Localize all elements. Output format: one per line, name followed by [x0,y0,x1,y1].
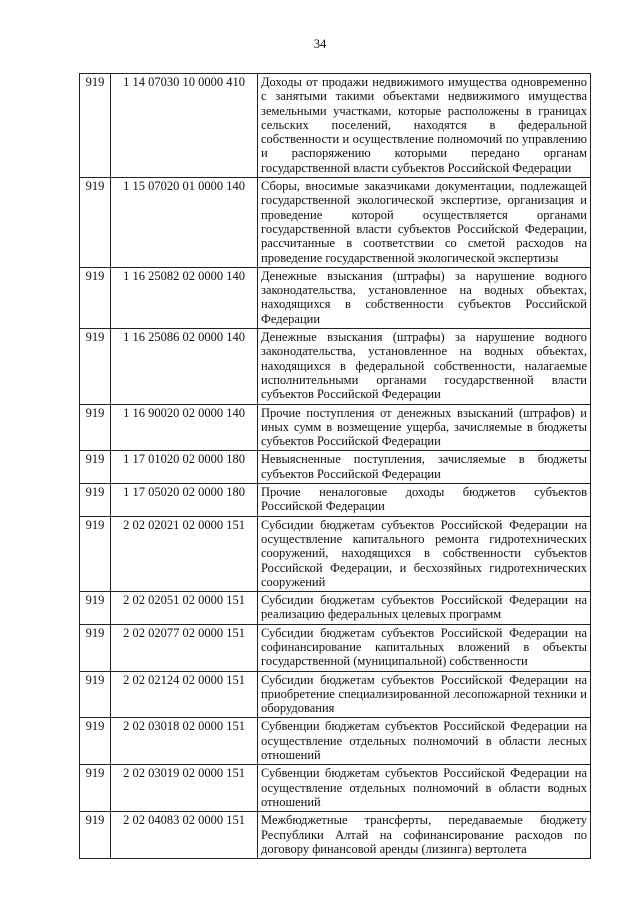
table-row [80,178,591,268]
administrator-code-cell: 919 [80,451,111,484]
revenue-name-cell: Денежные взыскания (штрафы) за нарушение водного законодательства, установленное на водных объектах, находящихся в собственности субъектов Российской Федерации [258,267,591,328]
budget-code-cell: 2 02 02077 02 0000 151 [111,624,258,671]
revenue-name-cell: Субсидии бюджетам субъектов Российской Федерации на реализацию федеральных целевых программ [258,592,591,625]
revenue-name-cell: Прочие неналоговые доходы бюджетов субъектов Российской Федерации [258,484,591,517]
revenue-name-cell: Невыясненные поступления, зачисляемые в бюджеты субъектов Российской Федерации [258,451,591,484]
administrator-code-cell: 919 [80,624,111,671]
administrator-code-cell: 919 [80,267,111,328]
administrator-code-cell: 919 [80,178,111,268]
table-row [80,765,591,812]
budget-code-cell: 1 16 90020 02 0000 140 [111,404,258,451]
administrator-code-cell: 919 [80,812,111,859]
administrator-code-cell: 919 [80,718,111,765]
revenue-name-cell: Прочие поступления от денежных взысканий (штрафов) и иных сумм в возмещение ущерба, зачисляемые в бюджеты субъектов Российской Федерации [258,404,591,451]
revenue-name-cell: Денежные взыскания (штрафы) за нарушение водного законодательства, установленное на водных объектах, находящихся в федеральной собственности, налагаемые исполнительными органами государственной власти субъектов Российской Федерации [258,329,591,404]
budget-code-cell: 1 17 01020 02 0000 180 [111,451,258,484]
revenue-name-cell: Субсидии бюджетам субъектов Российской Федерации на софинансирование капитальных вложений в объекты государственной (муниципальной) собственности [258,624,591,671]
table-row [80,812,591,859]
revenue-name-cell: Субсидии бюджетам субъектов Российской Федерации на осуществление капитального ремонта гидротехнических сооружений, находящихся в собственности субъектов Российской Федерации, и бесхозяйных гидротехнических сооружений [258,516,591,591]
budget-code-cell: 1 17 05020 02 0000 180 [111,484,258,517]
revenue-name-cell: Доходы от продажи недвижимого имущества одновременно с занятыми такими объектами недвижимого имущества земельными участками, которые расположены в границах сельских поселений, находятся в федеральной собственности и осуществление полномочий по управлению и распоряжению которыми передано органам государственной власти субъектов Российской Федерации [258,74,591,178]
revenue-name-cell: Субвенции бюджетам субъектов Российской Федерации на осуществление отдельных полномочий в области водных отношений [258,765,591,812]
table-row [80,718,591,765]
table-row [80,451,591,484]
budget-code-cell: 2 02 02051 02 0000 151 [111,592,258,625]
table-row [80,624,591,671]
budget-code-cell: 2 02 04083 02 0000 151 [111,812,258,859]
budget-code-cell: 2 02 02124 02 0000 151 [111,671,258,718]
table-row [80,516,591,591]
budget-code-cell: 1 16 25086 02 0000 140 [111,329,258,404]
administrator-code-cell: 919 [80,671,111,718]
table-row [80,671,591,718]
administrator-code-cell: 919 [80,516,111,591]
administrator-code-cell: 919 [80,329,111,404]
budget-code-cell: 1 14 07030 10 0000 410 [111,74,258,178]
budget-classification-table [79,73,591,859]
budget-code-cell: 2 02 03018 02 0000 151 [111,718,258,765]
table-row [80,74,591,178]
revenue-name-cell: Межбюджетные трансферты, передаваемые бюджету Республики Алтай на софинансирование расходов по договору финансовой аренды (лизинга) вертолета [258,812,591,859]
budget-code-cell: 1 16 25082 02 0000 140 [111,267,258,328]
administrator-code-cell: 919 [80,484,111,517]
budget-code-cell: 2 02 02021 02 0000 151 [111,516,258,591]
page-number: 34 [313,37,327,51]
administrator-code-cell: 919 [80,592,111,625]
revenue-name-cell: Субсидии бюджетам субъектов Российской Федерации на приобретение специализированной лесопожарной техники и оборудования [258,671,591,718]
table-row [80,404,591,451]
revenue-name-cell: Субвенции бюджетам субъектов Российской Федерации на осуществление отдельных полномочий в области лесных отношений [258,718,591,765]
table-row [80,267,591,328]
budget-code-cell: 2 02 03019 02 0000 151 [111,765,258,812]
administrator-code-cell: 919 [80,404,111,451]
table-body [80,74,591,859]
table-row [80,484,591,517]
administrator-code-cell: 919 [80,74,111,178]
table-row [80,329,591,404]
revenue-name-cell: Сборы, вносимые заказчиками документации, подлежащей государственной экологической экспертизе, организация и проведение которой осуществляется органами государственной власти субъектов Российской Федерации, рассчитанные в соответствии со сметой расходов на проведение государственной экологической экспертизы [258,178,591,268]
administrator-code-cell: 919 [80,765,111,812]
table-row [80,592,591,625]
budget-code-cell: 1 15 07020 01 0000 140 [111,178,258,268]
